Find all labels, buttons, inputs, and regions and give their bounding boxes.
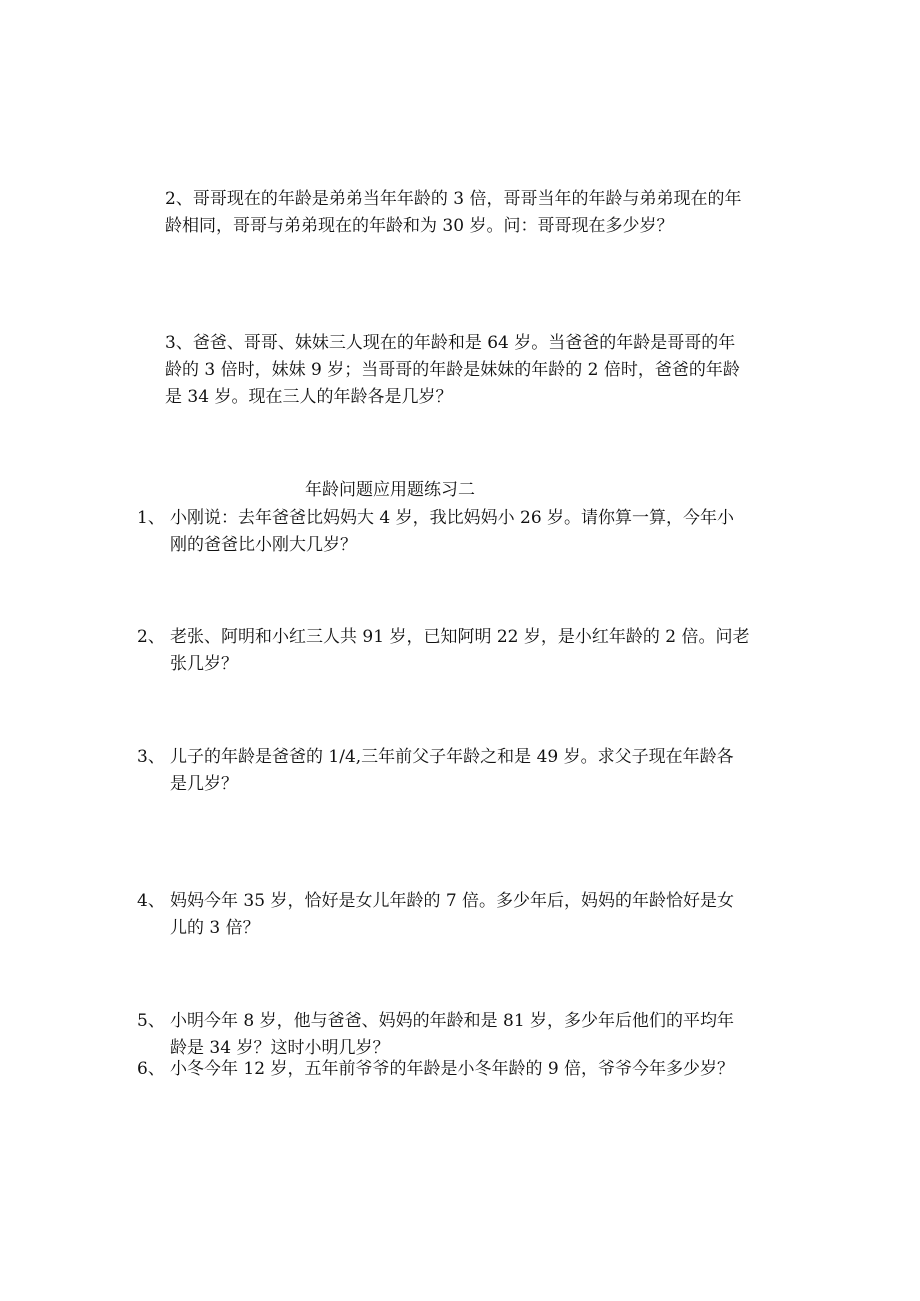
problem-line: 小明今年 8 岁，他与爸爸、妈妈的年龄和是 81 岁，多少年后他们的平均年 [170,1011,735,1031]
problem-line: 老张、阿明和小红三人共 91 岁，已知阿明 22 岁，是小红年龄的 2 倍。问老 [170,627,750,647]
problem-line [165,186,785,213]
problem-line: 是几岁？ [170,774,238,794]
problem-5 [137,1008,787,1062]
problem-line: 妈妈今年 35 岁，恰好是女儿年龄的 7 倍。多少年后，妈妈的年龄恰好是女 [170,891,735,911]
problem-number: 4、 [137,891,165,911]
problem-number: 3、 [137,747,165,767]
problem-line: 张几岁？ [170,654,238,674]
problem-number: 2、 [137,627,165,647]
problem-1 [137,505,787,559]
problem-line: 小刚说：去年爸爸比妈妈大 4 岁，我比妈妈小 26 岁。请你算一算，今年小 [170,508,735,528]
problem-text: 爸爸、哥哥、妹妹三人现在的年龄和是 64 岁。当爸爸的年龄是哥哥的年 [192,333,736,353]
problem-line: 儿的 3 倍？ [170,918,260,938]
problem-3-section-one [165,330,785,411]
problem-number: 6、 [137,1059,165,1079]
problem-line: 刚的爸爸比小刚大几岁？ [170,535,357,555]
problem-3 [137,744,787,798]
problem-number: 2、 [165,189,193,209]
problem-text: 哥哥现在的年龄是弟弟当年年龄的 3 倍，哥哥当年的年龄与弟弟现在的年 [192,189,742,209]
section-title: 年龄问题应用题练习二 [305,480,475,500]
problem-6 [137,1056,787,1083]
problem-line [165,330,785,357]
problem-4 [137,888,787,942]
problem-2-section-one [165,186,785,240]
problem-line: 龄相同，哥哥与弟弟现在的年龄和为 30 岁。问：哥哥现在多少岁？ [165,216,674,236]
problem-line: 儿子的年龄是爸爸的 1/4,三年前父子年龄之和是 49 岁。求父子现在年龄各 [170,747,734,767]
problem-number: 1、 [137,508,165,528]
problem-2 [137,624,787,678]
problem-line: 龄的 3 倍时，妹妹 9 岁；当哥哥的年龄是妹妹的年龄的 2 倍时，爸爸的年龄 [165,360,740,380]
problem-line: 龄是 34 岁？这时小明几岁？ [170,1038,390,1058]
problem-number: 3、 [165,333,193,353]
problem-line: 是 34 岁。现在三人的年龄各是几岁？ [165,387,453,407]
problem-number: 5、 [137,1011,165,1031]
problem-line: 小冬今年 12 岁，五年前爷爷的年龄是小冬年龄的 9 倍，爷爷今年多少岁？ [170,1059,735,1079]
